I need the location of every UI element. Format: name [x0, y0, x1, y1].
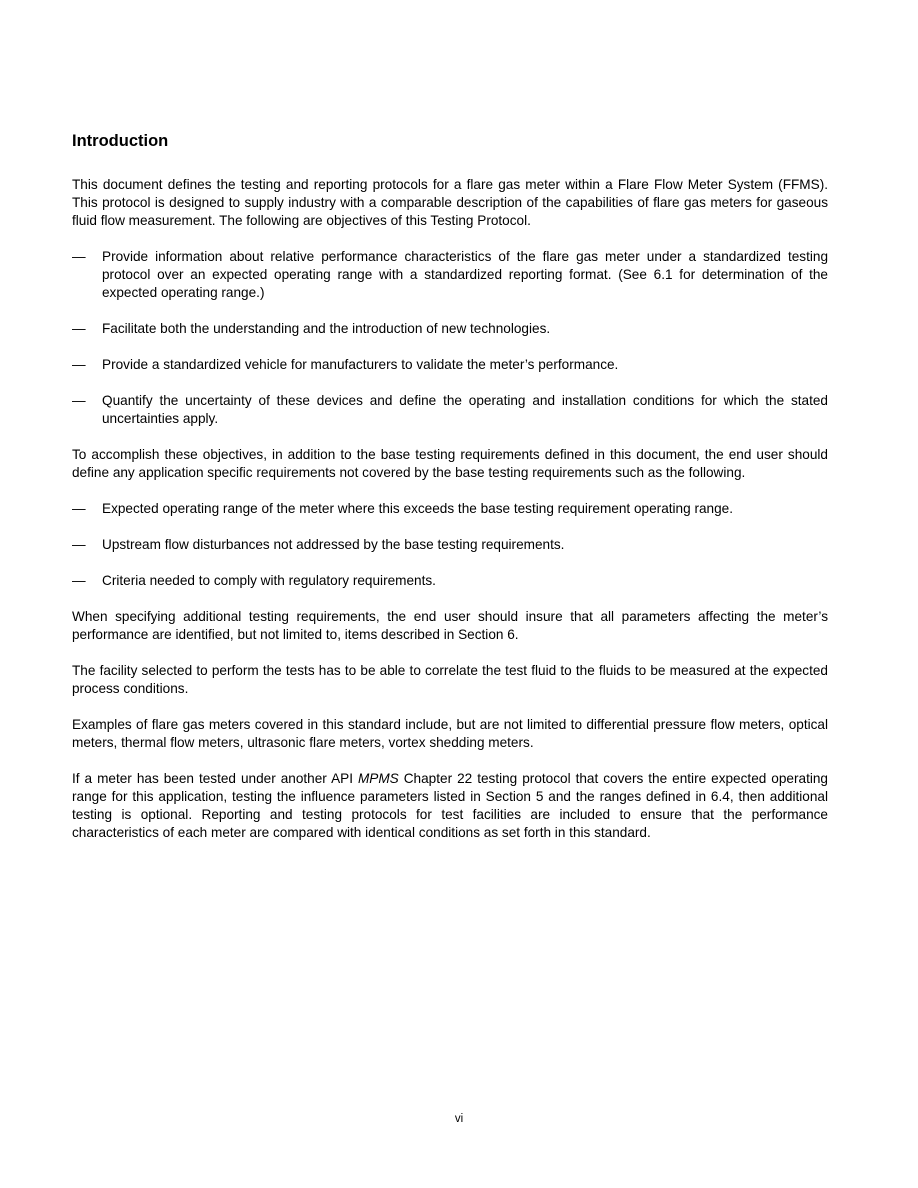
document-page: [72, 130, 828, 860]
dash-bullet: —: [72, 501, 86, 516]
requirements-intro-paragraph: To accomplish these objectives, in addition to the base testing requirements defined in this document, the end user should define any application specific requirements not covered by the base testing requirements such as the following.: [72, 447, 828, 480]
list-item: [72, 320, 828, 338]
list-item: [72, 500, 828, 518]
requirements-list: [72, 500, 828, 590]
page-number: vi: [454, 1113, 464, 1125]
dash-bullet: —: [72, 321, 86, 336]
paragraph-text: If a meter has been tested under another API: [72, 771, 358, 786]
list-item-text: Criteria needed to comply with regulatory requirements.: [102, 573, 436, 588]
prior-testing-paragraph: [72, 770, 828, 842]
dash-bullet: —: [72, 537, 86, 552]
objectives-list: [72, 248, 828, 428]
list-item: [72, 392, 828, 428]
facility-paragraph: The facility selected to perform the tests has to be able to correlate the test fluid to the fluids to be measured at the expected process conditions.: [72, 663, 828, 696]
intro-paragraph: This document defines the testing and reporting protocols for a flare gas meter within a Flare Flow Meter System (FFMS). This protocol is designed to supply industry with a comparable description of the capabilities of flare gas meters for gaseous fluid flow measurement. The following are objectives of this Testing Protocol.: [72, 177, 828, 228]
mpms-emphasis: MPMS: [357, 771, 399, 786]
examples-paragraph: Examples of flare gas meters covered in this standard include, but are not limited to differential pressure flow meters, optical meters, thermal flow meters, ultrasonic flare meters, vortex shedding meters.: [72, 717, 828, 750]
list-item-text: Upstream flow disturbances not addressed by the base testing requirements.: [102, 537, 565, 552]
list-item: [72, 356, 828, 374]
paragraph-text: Chapter 22 testing protocol that covers the entire expected operating range for this application, testing the influence parameters listed in Section 5 and the ranges defined in 6.4, then additional testing is optional. Reporting and testing protocols for test facilities are included to ensure that the performance characteristics of each meter are compared with identical conditions as set forth in this standard.: [72, 771, 828, 840]
dash-bullet: —: [72, 357, 86, 372]
additional-requirements-paragraph: When specifying additional testing requirements, the end user should insure that all parameters affecting the meter’s performance are identified, but not limited to, items described in Section 6.: [72, 609, 828, 642]
dash-bullet: —: [72, 573, 86, 588]
section-heading: Introduction: [72, 132, 169, 150]
dash-bullet: —: [72, 249, 86, 264]
dash-bullet: —: [72, 393, 86, 408]
list-item-text: Provide a standardized vehicle for manufacturers to validate the meter’s performance.: [102, 357, 619, 372]
list-item: [72, 536, 828, 554]
list-item-text: Provide information about relative performance characteristics of the flare gas meter under a standardized testing protocol over an expected operating range with a standardized reporting format. (See 6.1 for determination of the expected operating range.): [102, 249, 828, 300]
list-item-text: Expected operating range of the meter where this exceeds the base testing requirement operating range.: [102, 501, 733, 516]
list-item-text: Quantify the uncertainty of these devices and define the operating and installation conditions for which the stated uncertainties apply.: [102, 393, 828, 426]
list-item: [72, 248, 828, 302]
list-item-text: Facilitate both the understanding and the introduction of new technologies.: [102, 321, 551, 336]
list-item: [72, 572, 828, 590]
